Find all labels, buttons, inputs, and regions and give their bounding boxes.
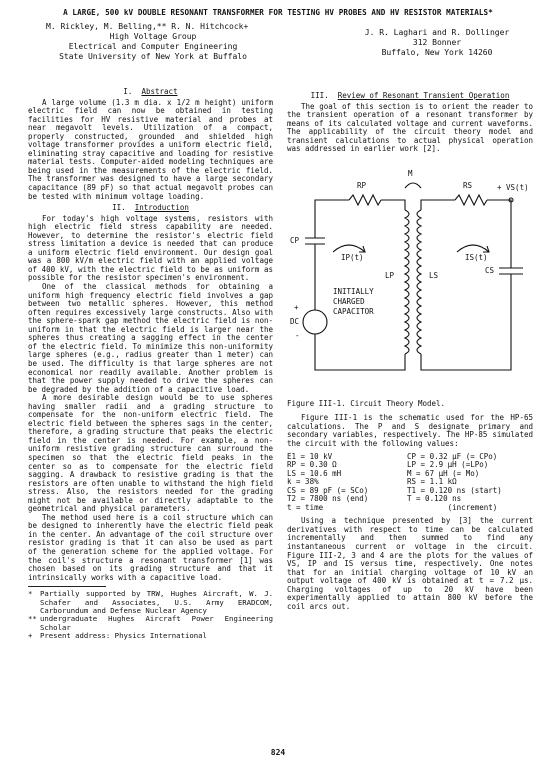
introduction-heading-num: II. xyxy=(112,203,126,213)
label-ls: LS xyxy=(429,270,439,280)
param-left-7: t = time xyxy=(287,502,324,512)
param-right-1: CP = 0.32 μF (= CPo) xyxy=(407,451,498,461)
author-names-left: M. Rickley, M. Belling,** R. N. Hitchcock+ xyxy=(46,22,249,31)
param-right-6: T = 0.120 ns xyxy=(407,494,462,504)
label-capacitor-line-1: INITIALLY xyxy=(333,286,374,296)
review-text: The goal of this section is to orient the reader to the transient operation of a resonant transformer by means of its calculated voltage and current waveforms. The applicability of the circuit theory model and transient calculations to actual physical operation was addressed in earlier work [2]. xyxy=(287,101,533,154)
authors-left xyxy=(38,22,268,62)
primary-top-wire xyxy=(315,200,349,224)
footnote-2-mark: ** xyxy=(28,614,37,624)
primary-bottom-wire xyxy=(315,334,405,370)
label-cp: CP xyxy=(290,235,300,245)
circuit-svg xyxy=(287,160,533,396)
abstract-heading xyxy=(28,88,273,97)
footnote-3 xyxy=(28,632,273,640)
review-heading-text: Review of Resonant Transient Operation xyxy=(337,91,510,100)
param-left-2: RP = 0.30 Ω xyxy=(287,460,337,470)
intro-paragraph-1: For today's high voltage systems, resistors with high electric field stress capability are needed. However, to determine the resistor's electric field stress limitation a device is needed that can produce a uniform electric field environment. Our design goal was a 800 kV/m electric field with an applied voltage of 400 kV, with the electric field to be as uniform as possible for the resistor specimen's environment. xyxy=(28,213,273,283)
author-names-right: J. R. Laghari and R. Dollinger xyxy=(364,28,510,37)
label-capacitor-line-2: CHARGED xyxy=(333,296,365,306)
paper-title: A LARGE, 500 kV DOUBLE RESONANT TRANSFORMER FOR TESTING HV PROBES AND HV RESISTOR MATERIALS* xyxy=(63,8,493,17)
resistor-rp xyxy=(349,195,381,205)
param-left-1: E1 = 10 kV xyxy=(287,451,333,461)
label-dc: DC xyxy=(290,316,300,326)
footnote-2 xyxy=(28,615,273,632)
label-dc-plus: + xyxy=(294,302,299,312)
introduction-heading xyxy=(28,204,273,213)
param-right-2: LP = 2.9 μH (=LPo) xyxy=(407,460,489,470)
primary-top-wire-2 xyxy=(381,200,405,210)
label-rp: RP xyxy=(357,180,367,190)
introduction-heading-text: Introduction xyxy=(134,203,189,213)
label-is: IS(t) xyxy=(465,252,488,262)
left-column xyxy=(28,88,273,641)
label-ip: IP(t) xyxy=(341,252,364,262)
intro-paragraph-4: The method used here is a coil structure which can be designed to inherently have the electric field peak in the center. An advantage of the coil structure over resistor grading is that it can also be used as part of the generation scheme for the applied voltage. For the coil's structure a resonant transformer [1] was chosen based on its grading structure and that it intrinsically works with a capacitive load. xyxy=(28,512,273,582)
mutual-inductance-arrow xyxy=(405,183,421,188)
secondary-top-wire-2 xyxy=(487,200,511,268)
dc-source xyxy=(303,310,327,334)
author-group: High Voltage Group xyxy=(109,32,197,41)
param-right-7: (increment) xyxy=(407,502,498,512)
abstract-text: A large volume (1.3 m dia. x 1/2 m height) uniform electric field can now be obtained in testing facilities for HV resistive material and probes at near megavolt levels. Utilization of a compact, properly constructed, grounded and shielded high voltage transformer provides a uniform electric field, eliminating stray capacitive and loading for resistive material tests. Computer-aided modeling techniques are being used in the measurements of the electric field. The transformer was designed to have a large secondary capacitance (89 pF) so that actual megavolt probes can be tested with minimum voltage loading. xyxy=(28,97,273,201)
abstract-heading-text: Abstract xyxy=(141,87,178,96)
final-paragraph: Using a technique presented by [3] the current derivatives with respect to time can be calculated incrementally and then summed to find any instantaneous current or voltage in the circuit. Figure III-2, 3 and 4 are the plots for the values of VS, IP and IS versus time, respectively. One notes that for an initial charging voltage of 10 kV an output voltage of 400 kV is obtained at t = 7.2 μs. Charging voltages of up to 20 kV have been experimentally applied to attain 800 kV before the coil arcs out. xyxy=(287,516,533,611)
author-univ: State University of New York at Buffalo xyxy=(59,52,247,61)
label-vs: + VS(t) xyxy=(497,182,529,192)
param-left-4: k = 38% xyxy=(287,477,319,487)
footnote-1-mark: * xyxy=(28,589,33,599)
secondary-top-wire xyxy=(421,200,455,210)
abstract-heading-num: I. xyxy=(123,87,133,96)
footnote-1 xyxy=(28,590,273,615)
review-heading-num: III. xyxy=(310,91,329,100)
label-lp: LP xyxy=(385,270,395,280)
label-capacitor-line-3: CAPACITOR xyxy=(333,306,374,316)
label-cs: CS xyxy=(485,265,495,275)
resistor-rs xyxy=(455,195,487,205)
param-right-5: T1 = 0.120 ns (start) xyxy=(407,485,502,495)
param-left-6: T2 = 7800 ns (end) xyxy=(287,494,369,504)
param-right-3: M = 67 μH (= Mo) xyxy=(407,468,480,478)
coil-lp xyxy=(405,210,409,354)
param-right-4: RS = 1.1 kΩ xyxy=(407,477,457,487)
authors-right xyxy=(352,28,522,58)
body-after-figure: Figure III-1 is the schematic used for the HP-65 calculations. The P and S designate primary and secondary variables, respectively. The HP-85 simulated the circuit with the following values: xyxy=(287,413,533,449)
intro-paragraph-3: A more desirable design would be to use spheres having smaller radii and a grading structure to compensate for the non-uniform electric field. The electric field between the spheres sags in the center, therefore, a grading structure that peaks the electric field in the center is needed. For example, a non-uniform resistive grading structure can surround the specimen so that the electric field peaks in the center so as to compensate for the electric field sagging. A drawback to resistive grading is that the resistors are often unable to withstand the high field stress. Also, the resistors needed for the grading might not be available or directly adaptable to the geometrical and physical parameters. xyxy=(28,393,273,514)
parameter-table xyxy=(287,453,533,513)
author-street: 312 Bonner xyxy=(412,38,462,47)
author-city: Buffalo, New York 14260 xyxy=(381,48,493,57)
current-is-arrow xyxy=(457,245,489,252)
current-ip-arrow xyxy=(333,245,365,252)
footnote-3-text: Present address: Physics International xyxy=(40,631,207,641)
label-rs: RS xyxy=(463,180,473,190)
coil-ls xyxy=(417,210,421,354)
figure-caption: Figure III-1. Circuit Theory Model. xyxy=(287,398,446,408)
author-dept: Electrical and Computer Engineering xyxy=(68,42,238,51)
label-dc-minus: - xyxy=(295,330,300,340)
footnote-separator xyxy=(28,586,106,587)
review-heading xyxy=(287,92,533,101)
footnote-1-text: Partially supported by TRW, Hughes Aircraft, W. J. Schafer and Associates, U.S. Army ERADCOM, Carborundum and Defense Nuclear Agency xyxy=(40,589,273,615)
page-number: 824 xyxy=(270,748,286,757)
label-m: M xyxy=(408,168,413,178)
right-column xyxy=(287,92,533,611)
footnote-3-mark: + xyxy=(28,631,33,641)
param-left-3: LS = 10.6 mH xyxy=(287,468,342,478)
intro-paragraph-2: One of the classical methods for obtaining a uniform high frequency electric field involves a gap between two metallic spheres. However, this method often requires excessively large constructs. Also with the sphere-spark gap method the electric field is non-uniform in that the electric field is larger near the spheres thus creating a sagging effect in the center of the electric field. To minimize this non-uniformity large spheres (e.g., radius greater than 1 meter) can be used. The difficulty is that large spheres are not economical nor readily available. Another problem is that the power supply needed to drive the spheres can be degraded by the addition of a capacitive load. xyxy=(28,282,273,394)
param-left-5: CS = 89 pF (= SCo) xyxy=(287,485,369,495)
footnote-2-text: undergraduate Hughes Aircraft Power Engineering Scholar xyxy=(40,614,273,632)
circuit-diagram xyxy=(287,160,533,396)
